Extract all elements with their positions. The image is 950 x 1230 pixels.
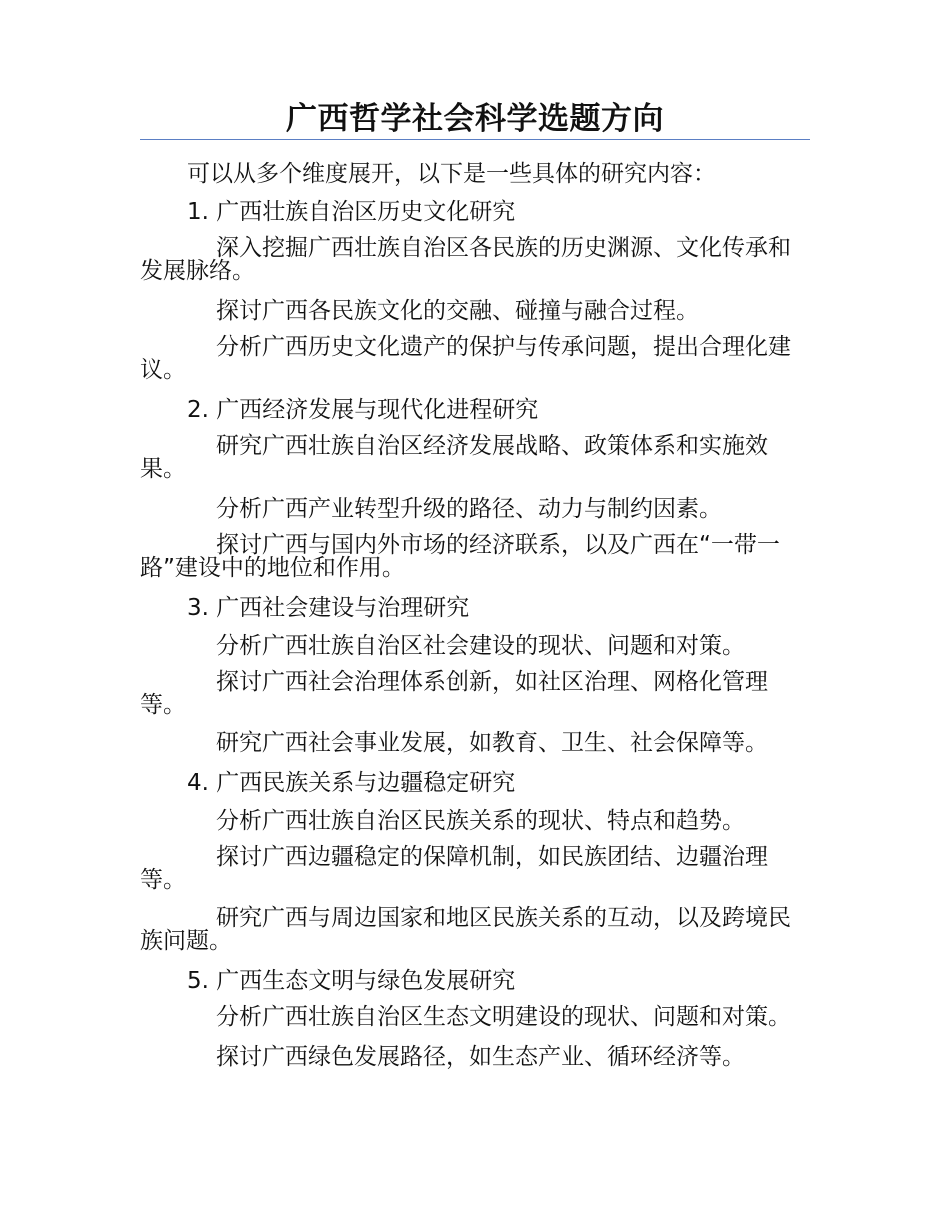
list-item: 探讨广西社会治理体系创新，如社区治理、网格化管理等。: [140, 669, 768, 718]
intro-paragraph: 可以从多个维度展开，以下是一些具体的研究内容：: [187, 161, 716, 187]
list-item: 研究广西社会事业发展，如教育、卫生、社会保障等。: [216, 730, 768, 756]
list-item: 研究广西与周边国家和地区民族关系的互动，以及跨境民族问题。: [140, 905, 791, 954]
title-underline: [140, 139, 810, 140]
document-body: [140, 155, 800, 1076]
list-item: 分析广西壮族自治区民族关系的现状、特点和趋势。: [216, 808, 745, 834]
section-heading: 3. 广西社会建设与治理研究: [187, 595, 470, 621]
list-item: 探讨广西各民族文化的交融、碰撞与融合过程。: [216, 298, 699, 324]
list-item: 研究广西壮族自治区经济发展战略、政策体系和实施效果。: [140, 433, 768, 482]
section-economy: [140, 391, 800, 589]
section-ecology: [140, 962, 800, 1076]
section-history-culture: [140, 193, 800, 391]
list-item: 分析广西历史文化遗产的保护与传承问题，提出合理化建议。: [140, 334, 791, 383]
section-social-governance: [140, 589, 800, 764]
page-title: 广西哲学社会科学选题方向: [286, 101, 664, 137]
list-item: 分析广西壮族自治区生态文明建设的现状、问题和对策。: [216, 1004, 791, 1030]
section-heading: 2. 广西经济发展与现代化进程研究: [187, 397, 539, 423]
list-item: 探讨广西与国内外市场的经济联系，以及广西在“一带一路”建设中的地位和作用。: [140, 532, 780, 581]
list-item: 分析广西壮族自治区社会建设的现状、问题和对策。: [216, 633, 745, 659]
list-item: 探讨广西绿色发展路径，如生态产业、循环经济等。: [216, 1044, 745, 1070]
section-ethnic-relations: [140, 764, 800, 962]
section-heading: 1. 广西壮族自治区历史文化研究: [187, 199, 516, 225]
list-item: 深入挖掘广西壮族自治区各民族的历史渊源、文化传承和发展脉络。: [140, 235, 791, 284]
list-item: 分析广西产业转型升级的路径、动力与制约因素。: [216, 496, 722, 522]
section-heading: 5. 广西生态文明与绿色发展研究: [187, 968, 516, 994]
section-heading: 4. 广西民族关系与边疆稳定研究: [187, 770, 516, 796]
list-item: 探讨广西边疆稳定的保障机制，如民族团结、边疆治理等。: [140, 844, 768, 893]
